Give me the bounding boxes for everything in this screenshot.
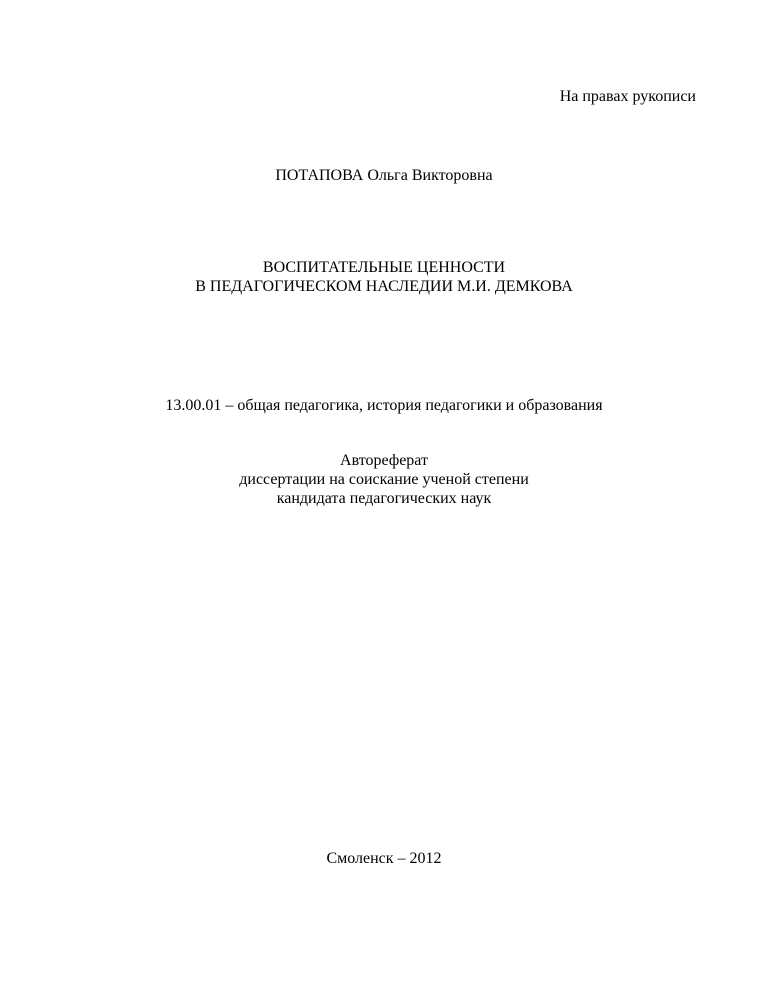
place-year: Смоленск – 2012 (326, 850, 442, 867)
manuscript-note: На правах рукописи (559, 88, 696, 105)
title-line-1: ВОСПИТАТЕЛЬНЫЕ ЦЕННОСТИ (262, 259, 506, 276)
author-name: ПОТАПОВА Ольга Викторовна (275, 167, 493, 184)
abstract-description (0, 451, 768, 508)
dissertation-title (0, 258, 768, 296)
abstract-line-1: Автореферат (340, 452, 428, 469)
abstract-line-3: кандидата педагогических наук (276, 490, 492, 507)
abstract-line-2: диссертации на соискание ученой степени (239, 471, 529, 488)
specialty-code: 13.00.01 – общая педагогика, история педагогики и образования (165, 397, 603, 414)
title-line-2: В ПЕДАГОГИЧЕСКОМ НАСЛЕДИИ М.И. ДЕМКОВА (195, 278, 573, 295)
